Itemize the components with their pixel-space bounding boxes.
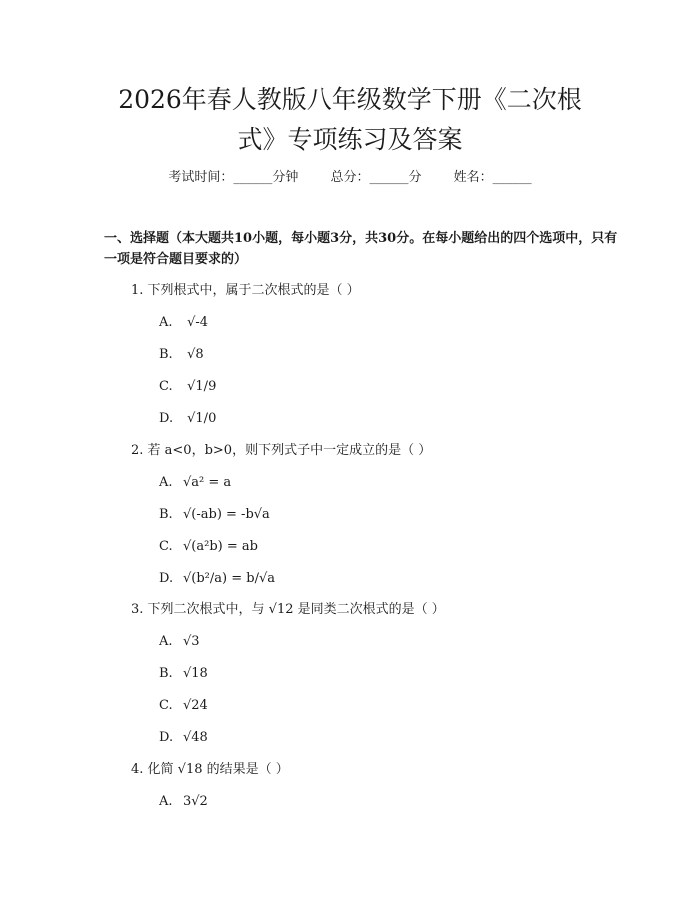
section-heading: 一、选择题（本大题共10小题，每小题3分，共30分。在每小题给出的四个选项中，只有一项是符合题目要求的） [104,231,618,267]
option-2b [159,505,270,525]
option-2d [159,569,275,589]
option-text: √24 [183,698,208,713]
option-letter: A. [159,794,173,809]
option-letter: A. [159,475,173,490]
option-letter: A. [159,315,173,330]
option-letter: C. [159,379,173,394]
option-1a [159,313,208,333]
option-letter: B. [159,507,173,522]
question-2: 2. 若 a<0，b>0，则下列式子中一定成立的是（ ） [131,443,432,458]
option-2c [159,537,258,557]
title-line-1: 2026年春人教版八年级数学下册《二次根 [118,85,582,114]
option-3d [159,728,208,748]
option-text: √48 [183,730,208,745]
option-letter: C. [159,698,173,713]
option-1d [159,409,216,429]
exam-name: 姓名：______ [453,170,532,185]
option-text: √a² = a [183,475,232,490]
option-4a [159,792,208,812]
option-1c [159,377,216,397]
document-title [60,80,640,160]
title-line-2: 式》专项练习及答案 [237,125,463,154]
option-letter: B. [159,347,173,362]
option-letter: D. [159,411,174,426]
question-4: 4. 化简 √18 的结果是（ ） [131,762,289,777]
option-3c [159,696,208,716]
option-text: √(b²/a) = b/√a [183,571,275,586]
option-text: √18 [183,666,208,681]
option-1b [159,345,204,365]
option-letter: C. [159,539,173,554]
option-text: √(a²b) = ab [183,539,258,554]
option-2a [159,473,231,493]
option-letter: A. [159,634,173,649]
question-3: 3. 下列二次根式中，与 √12 是同类二次根式的是（ ） [131,602,445,617]
option-text: √1/9 [183,379,217,394]
option-3b [159,664,208,684]
exam-time: 考试时间：______分钟 [168,170,299,185]
option-letter: D. [159,571,174,586]
exam-score: 总分：______分 [330,170,422,185]
question-1: 1. 下列根式中，属于二次根式的是（ ） [131,283,360,298]
option-text: √-4 [183,315,209,330]
option-letter: D. [159,730,174,745]
option-3a [159,632,200,652]
option-text: √1/0 [183,411,217,426]
option-letter: B. [159,666,173,681]
option-text: √3 [183,634,200,649]
exam-meta [0,168,700,188]
option-text: √8 [183,347,204,362]
option-text: 3√2 [183,794,208,809]
option-text: √(-ab) = -b√a [183,507,270,522]
